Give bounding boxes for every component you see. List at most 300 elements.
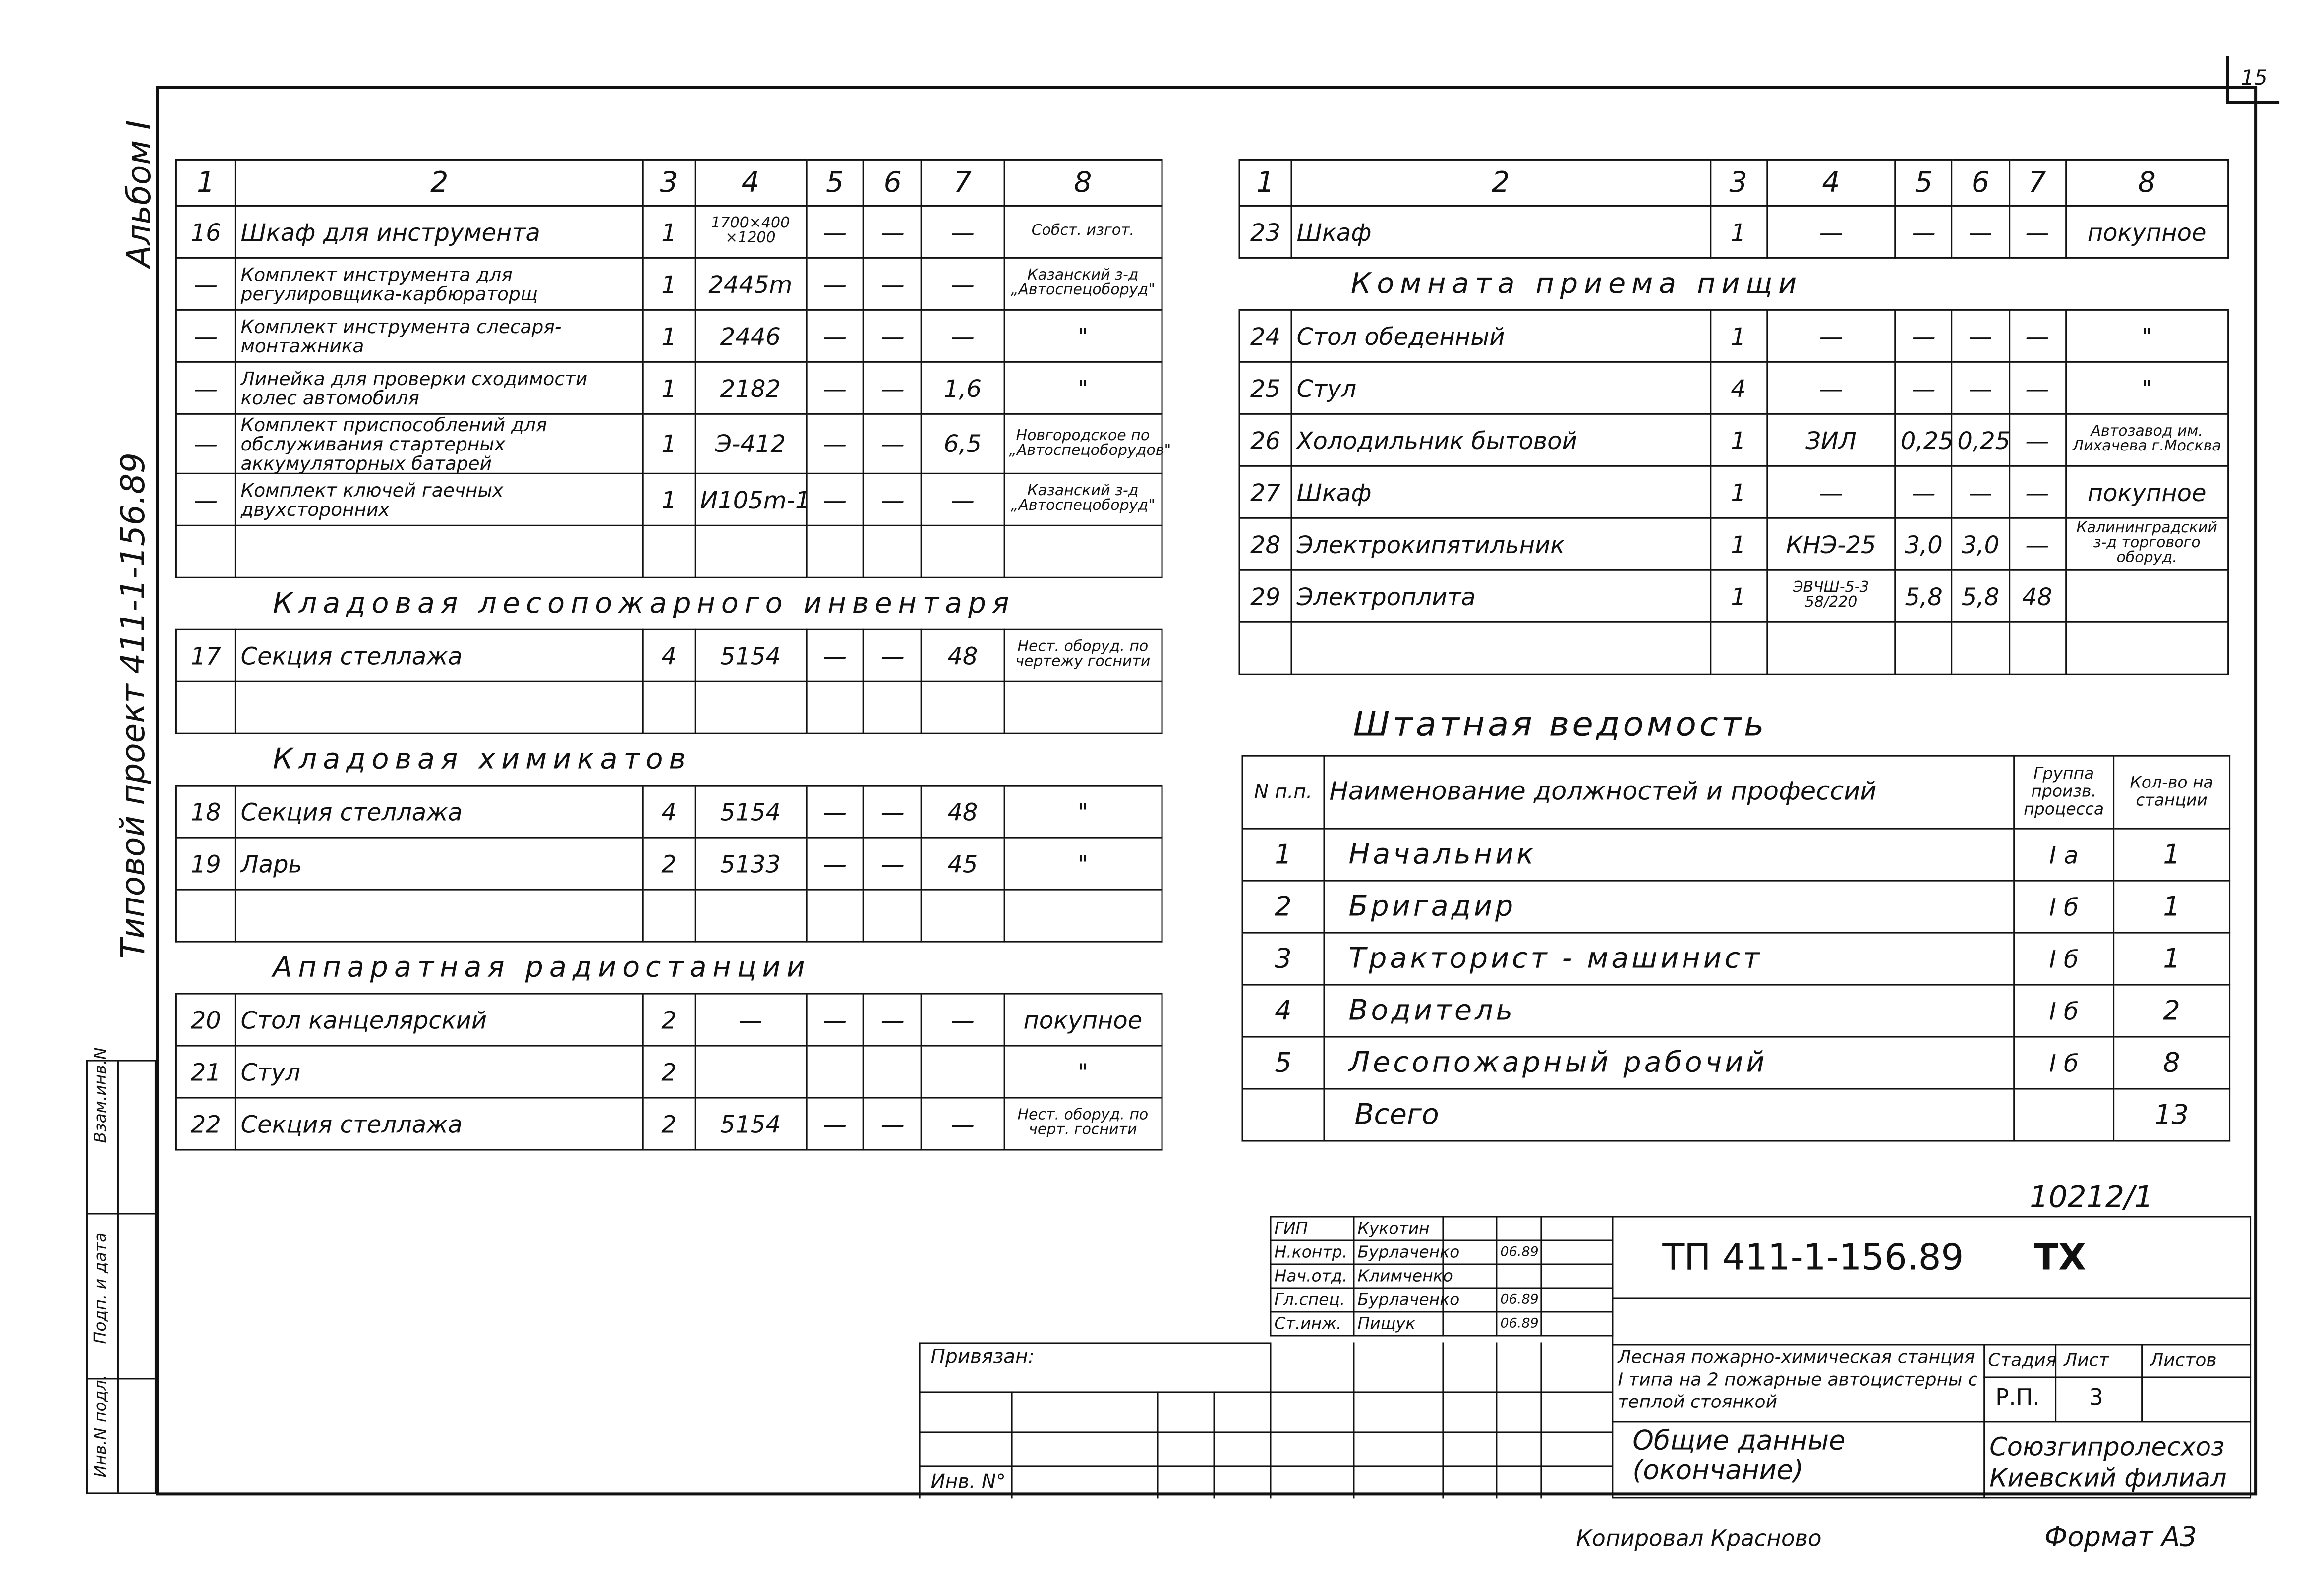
empty-cell [1767,622,1896,674]
table-row [176,733,1162,786]
cell-c8: Собст. изгот. [1004,206,1162,258]
signer-name: Пищук [1354,1312,1443,1336]
cell-c8: покупное [1004,994,1162,1046]
table-row [1239,310,2228,362]
cell-c6: — [864,786,922,838]
cell-name: Стул [235,1046,643,1098]
empty-cell [235,525,643,577]
signer-name: Бурлаченко [1354,1288,1443,1312]
cell-c8: Нест. оборуд. по черт. госнити [1004,1098,1162,1150]
cell-c4: ЭВЧШ-5-3 58/220 [1767,570,1896,622]
cell-n: 26 [1239,414,1291,466]
sheets-label: Листов [2150,1349,2217,1371]
empty-cell [643,890,695,942]
staff-n: 5 [1242,1037,1324,1089]
empty-cell [806,681,864,733]
cell-c4: 5154 [695,1098,806,1150]
table-row [176,577,1162,629]
cell-n: 21 [176,1046,235,1098]
cell-name: Стул [1291,362,1710,414]
staff-total-row [1242,1089,2230,1141]
cell-n: 17 [176,629,235,681]
cell-name: Шкаф [1291,466,1710,518]
empty-cell [1952,622,2009,674]
cell-c8: " [1004,1046,1162,1098]
cell-c6: — [864,362,922,414]
cell-c6: — [864,1098,922,1150]
staff-n: 1 [1242,829,1324,881]
table-row [1242,1037,2230,1089]
cell-c7: 1,6 [922,362,1004,414]
staff-name: Лесопожарный рабочий [1324,1037,2014,1089]
cell-n: 24 [1239,310,1291,362]
staff-group: I б [2014,933,2114,985]
cell-c8: Казанский з-д „Автоспецоборуд" [1004,258,1162,310]
left_table-header-cell: 3 [643,160,695,206]
cell-c8: " [2066,310,2228,362]
signature-row [1271,1240,1613,1264]
empty-cell [1895,622,1952,674]
empty-cell [235,890,643,942]
cell-name: Стол обеденный [1291,310,1710,362]
cell-c7: — [922,206,1004,258]
section-heading: Кладовая лесопожарного инвентаря [176,577,1162,629]
section-heading: Аппаратная радиостанции [176,942,1162,994]
cell-qty: 1 [1710,570,1766,622]
empty-cell [1004,890,1162,942]
sheet-label: Лист [2064,1349,2109,1371]
organization: Союзгипролесхоз Киевский филиал [1989,1433,2227,1494]
signer-date [1497,1264,1541,1288]
cell-c5: — [806,786,864,838]
cell-c4: 5133 [695,838,806,890]
signer-name: Климченко [1354,1264,1443,1288]
signature-row [1271,1312,1613,1336]
cell-c5: — [806,473,864,525]
cell-c7: — [2009,466,2065,518]
table-row [1239,518,2228,570]
signature-table [1270,1216,1613,1337]
empty-cell [1291,622,1710,674]
cell-c7: — [2009,414,2065,466]
table-row [176,629,1162,681]
cell-qty: 1 [1710,518,1766,570]
staff-count: 8 [2114,1037,2230,1089]
table-row [176,942,1162,994]
side-stamp [86,1047,156,1494]
cell-c6: 3,0 [1952,518,2009,570]
signature-row [1271,1217,1613,1240]
stamp-label-inv: Инв.N подл. [90,1374,110,1478]
cell-c6: — [864,994,922,1046]
cell-c4: — [1767,362,1896,414]
right_table-header-cell: 8 [2066,160,2228,206]
cell-n: — [176,362,235,414]
cell-c7: — [922,310,1004,362]
handwritten-number: 10212/1 [2030,1179,2153,1215]
left_table-header-cell: 5 [806,160,864,206]
signer-role: Н.контр. [1271,1240,1354,1264]
cell-n: 20 [176,994,235,1046]
stamp-label-sign: Подп. и дата [90,1232,110,1344]
cell-n: — [176,414,235,473]
staff-group: I б [2014,881,2114,933]
cell-qty: 2 [643,1098,695,1150]
cell-n: 29 [1239,570,1291,622]
cell-name: Шкаф для инструмента [235,206,643,258]
signer-name: Бурлаченко [1354,1240,1443,1264]
cell-qty: 1 [643,414,695,473]
cell-qty: 2 [643,838,695,890]
empty-cell [2009,622,2065,674]
cell-c8: покупное [2066,466,2228,518]
cell-qty: 2 [643,1046,695,1098]
cell-name: Шкаф [1291,206,1710,258]
stage-label: Стадия [1988,1349,2057,1371]
cell-n: 25 [1239,362,1291,414]
cell-c7: 48 [922,786,1004,838]
cell-name: Стол канцелярский [235,994,643,1046]
table-row [176,681,1162,733]
cell-c8: покупное [2066,206,2228,258]
staff-count: 2 [2114,985,2230,1037]
signer-date [1497,1217,1541,1240]
album-label: Альбом I [121,120,159,268]
signer-role: Гл.спец. [1271,1288,1354,1312]
cell-c6 [864,1046,922,1098]
table-row [1239,466,2228,518]
empty-cell [864,890,922,942]
sheet-number: 15 [2226,56,2279,104]
table-row [176,310,1162,362]
signer-date: 06.89 [1497,1312,1541,1336]
staff-header-row [1242,756,2230,829]
table-row [1239,362,2228,414]
cell-c7: — [2009,518,2065,570]
cell-c8: " [2066,362,2228,414]
cell-c8: " [1004,838,1162,890]
cell-qty: 1 [643,362,695,414]
cell-c4: 2182 [695,362,806,414]
cell-name: Холодильник бытовой [1291,414,1710,466]
right_table-header-cell: 1 [1239,160,1291,206]
staff-count: 1 [2114,881,2230,933]
paper-format: Формат А3 [2044,1522,2197,1554]
table-row [1242,829,2230,881]
staff-count: 1 [2114,829,2230,881]
cell-c4 [695,1046,806,1098]
doc-code: ТП 411-1-156.89 [1662,1237,1964,1279]
empty-cell [864,525,922,577]
cell-n: 28 [1239,518,1291,570]
staff-name: Водитель [1324,985,2014,1037]
cell-c7: — [922,1098,1004,1150]
empty-cell [176,525,235,577]
table-row [1242,933,2230,985]
cell-c6: — [864,473,922,525]
left_table-header-cell: 6 [864,160,922,206]
cell-n: 23 [1239,206,1291,258]
cell-c6: — [864,838,922,890]
signature [1443,1217,1497,1240]
cell-c6: 5,8 [1952,570,2009,622]
cell-name: Комплект ключей гаечных двухсторонних [235,473,643,525]
cell-c8 [2066,570,2228,622]
cell-c6: — [1952,466,2009,518]
cell-c6: — [864,310,922,362]
cell-c4: ЗИЛ [1767,414,1896,466]
table-row [176,890,1162,942]
empty-cell [2066,622,2228,674]
right_table-header-row [1239,160,2228,206]
cell-qty: 4 [643,786,695,838]
cell-n: 22 [176,1098,235,1150]
table-row [176,1098,1162,1150]
signature [1443,1312,1497,1336]
cell-n: 18 [176,786,235,838]
table-row [1239,622,2228,674]
cell-c5: — [1895,206,1952,258]
drawing-title: Общие данные (окончание) [1632,1425,1846,1487]
cell-qty: 1 [643,206,695,258]
empty-cell [922,890,1004,942]
cell-c4: 5154 [695,786,806,838]
cell-c4: 2445m [695,258,806,310]
cell-c5 [806,1046,864,1098]
empty-cell [1004,681,1162,733]
title-block [919,1216,2251,1499]
table-row [176,206,1162,258]
empty-cell [922,681,1004,733]
right-equipment-table [1239,159,2229,675]
cell-c4: И105m-1 [695,473,806,525]
right_table-header-cell: 5 [1895,160,1952,206]
cell-name: Секция стеллажа [235,1098,643,1150]
cell-c5: — [806,629,864,681]
signer-name: Кукотин [1354,1217,1443,1240]
cell-c8: Новгородское по „Автоспецоборудов" [1004,414,1162,473]
cell-qty: 2 [643,994,695,1046]
staff-name: Начальник [1324,829,2014,881]
cell-c6: — [1952,362,2009,414]
cell-qty: 1 [643,473,695,525]
stage-value: Р.П. [1995,1384,2040,1411]
right_table-header-cell: 4 [1767,160,1896,206]
table-row [176,994,1162,1046]
staff-total-value: 13 [2114,1089,2230,1141]
cell-c5: 3,0 [1895,518,1952,570]
cell-c4: Э-412 [695,414,806,473]
project-name: Лесная пожарно-химическая станция I типа на 2 пожарные автоцистерны с теплой стоянкой [1618,1347,1978,1412]
table-row [176,362,1162,414]
cell-qty: 1 [1710,310,1766,362]
cell-c5: — [806,258,864,310]
table-row [176,786,1162,838]
right_table-header-cell: 6 [1952,160,2009,206]
cell-c5: — [806,362,864,414]
cell-c6: 0,25 [1952,414,2009,466]
signer-date: 06.89 [1497,1288,1541,1312]
cell-c7 [922,1046,1004,1098]
staff-header-count: Кол-во на станции [2114,756,2230,829]
signature-row [1271,1288,1613,1312]
cell-name: Секция стеллажа [235,786,643,838]
signer-role: Нач.отд. [1271,1264,1354,1288]
empty-cell [806,525,864,577]
cell-c8: Калининградский з-д торгового оборуд. [2066,518,2228,570]
table-row [1239,570,2228,622]
cell-qty: 1 [643,258,695,310]
staff-group: I б [2014,985,2114,1037]
right_table-header-cell: 2 [1291,160,1710,206]
table-row [1239,414,2228,466]
cell-n: — [176,310,235,362]
cell-c5: — [806,414,864,473]
cell-c7: — [2009,310,2065,362]
cell-c8: Казанский з-д „Автоспецоборуд" [1004,473,1162,525]
section-heading: Кладовая химикатов [176,733,1162,786]
empty-cell [176,681,235,733]
staff-name: Тракторист - машинист [1324,933,2014,985]
cell-c7: 6,5 [922,414,1004,473]
cell-c7: — [922,258,1004,310]
cell-c4: — [695,994,806,1046]
cell-c6: — [1952,310,2009,362]
cell-c5: — [806,206,864,258]
cell-c5: — [1895,466,1952,518]
table-row [1239,206,2228,258]
empty-cell [695,890,806,942]
cell-qty: 4 [1710,362,1766,414]
cell-qty: 1 [1710,414,1766,466]
cell-n: 27 [1239,466,1291,518]
staff-total-label: Всего [1324,1089,2014,1141]
cell-name: Линейка для проверки сходимости колес автомобиля [235,362,643,414]
cell-qty: 1 [1710,206,1766,258]
table-row [176,473,1162,525]
cell-c7: — [922,994,1004,1046]
empty-cell [235,681,643,733]
empty-cell [864,681,922,733]
cell-c8: " [1004,786,1162,838]
copied-by: Копировал Красново [1576,1525,1822,1552]
cell-c5: 5,8 [1895,570,1952,622]
empty-cell [695,681,806,733]
stamp-label-replace: Взам.инв.N [90,1047,110,1143]
staff-name: Бригадир [1324,881,2014,933]
cell-qty: 1 [1710,466,1766,518]
cell-c5: — [806,994,864,1046]
table-row [176,1046,1162,1098]
cell-c8: Автозавод им. Лихачева г.Москва [2066,414,2228,466]
empty-cell [643,525,695,577]
signer-role: ГИП [1271,1217,1354,1240]
cell-c5: 0,25 [1895,414,1952,466]
cell-n: 19 [176,838,235,890]
table-row [176,838,1162,890]
table-row [176,414,1162,473]
left_table-header-cell: 2 [235,160,643,206]
cell-name: Электрокипятильник [1291,518,1710,570]
cell-c6: — [864,414,922,473]
table-row [1242,985,2230,1037]
table-row [176,525,1162,577]
staff-group: I а [2014,829,2114,881]
empty-cell [806,890,864,942]
left_table-header-cell: 4 [695,160,806,206]
cell-n: — [176,473,235,525]
table-row [1242,881,2230,933]
cell-name: Ларь [235,838,643,890]
cell-c7: 45 [922,838,1004,890]
cell-c6: — [864,206,922,258]
empty-cell [176,890,235,942]
empty-cell [1710,622,1766,674]
cell-name: Электроплита [1291,570,1710,622]
cell-c4: — [1767,466,1896,518]
table-row [176,258,1162,310]
left_table-header-cell: 8 [1004,160,1162,206]
staff-header-n: N п.п. [1242,756,1324,829]
left_table-header-row [176,160,1162,206]
doc-type: ТХ [2034,1237,2086,1279]
cell-c5: — [1895,362,1952,414]
cell-c4: 2446 [695,310,806,362]
cell-qty: 1 [643,310,695,362]
cell-name: Секция стеллажа [235,629,643,681]
cell-c7: 48 [922,629,1004,681]
cell-c4: — [1767,206,1896,258]
cell-c8: " [1004,362,1162,414]
table-row [1239,258,2228,310]
cell-name: Комплект приспособлений для обслуживания стартерных аккумуляторных батарей [235,414,643,473]
cell-name: Комплект инструмента для регулировщика-карбюраторщ [235,258,643,310]
inv-label: Инв. N° [930,1471,1006,1494]
right_table-header-cell: 3 [1710,160,1766,206]
project-label: Типовой проект 411-1-156.89 [116,452,153,959]
cell-c7: — [2009,206,2065,258]
cell-c4: КНЭ-25 [1767,518,1896,570]
staff-header-group: Группа произв. процесса [2014,756,2114,829]
cell-c7: — [922,473,1004,525]
cell-n: 16 [176,206,235,258]
section-heading: Комната приема пищи [1239,258,2228,310]
left_table-header-cell: 7 [922,160,1004,206]
empty-cell [643,681,695,733]
cell-c4: 5154 [695,629,806,681]
cell-c5: — [1895,310,1952,362]
cell-c4: — [1767,310,1896,362]
staff-group: I б [2014,1037,2114,1089]
cell-n: — [176,258,235,310]
empty-cell [922,525,1004,577]
signature-row [1271,1264,1613,1288]
cell-c7: 48 [2009,570,2065,622]
bound-label: Привязан: [930,1347,1035,1369]
left_table-header-cell: 1 [176,160,235,206]
cell-c5: — [806,1098,864,1150]
staff-table [1241,755,2230,1142]
cell-c6: — [864,629,922,681]
cell-name: Комплект инструмента слесаря-монтажника [235,310,643,362]
staff-n: 4 [1242,985,1324,1037]
cell-c6: — [864,258,922,310]
cell-c5: — [806,838,864,890]
staff-header-name: Наименование должностей и профессий [1324,756,2014,829]
signer-role: Ст.инж. [1271,1312,1354,1336]
signer-date: 06.89 [1497,1240,1541,1264]
cell-c8: Нест. оборуд. по чертежу госнити [1004,629,1162,681]
